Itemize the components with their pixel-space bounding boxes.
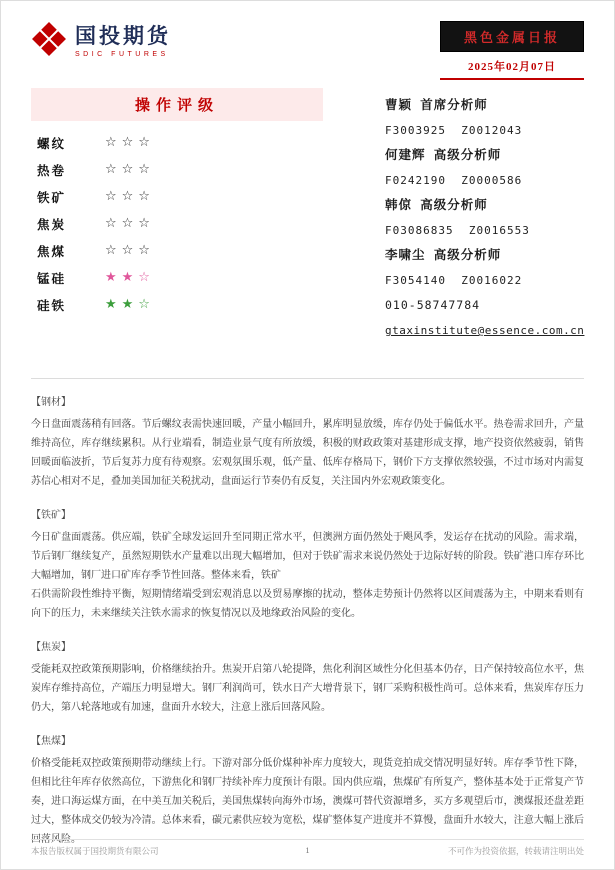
rating-row [31, 156, 323, 183]
rating-row [31, 237, 323, 264]
top-grid [1, 80, 614, 372]
analyst-codes: F3003925 Z0012043 [385, 124, 523, 137]
analyst-codes: F3054140 Z0016022 [385, 274, 523, 287]
analyst-name: 韩倞 高级分析师 [385, 198, 488, 212]
rating-name: 焦煤 [37, 244, 67, 259]
page-number: 1 [305, 845, 310, 855]
analysts-panel [385, 88, 584, 372]
rating-row [31, 183, 323, 210]
rating-row [31, 291, 323, 318]
section-coke [31, 638, 584, 717]
analyst-codes: F03086835 Z0016553 [385, 224, 530, 237]
section-heading: 【钢材】 [31, 397, 71, 408]
report-date: 2025年02月07日 [440, 52, 584, 80]
contact-email-link[interactable]: gtaxinstitute@essence.com.cn [385, 324, 585, 337]
section-iron-ore [31, 506, 584, 623]
section-steel [31, 393, 584, 491]
company-logo [31, 21, 171, 62]
rating-stars: ☆☆☆ [105, 243, 155, 258]
rating-row [31, 129, 323, 156]
analyst-codes-line [385, 167, 584, 192]
contact-email-line [385, 317, 584, 342]
rating-row [31, 210, 323, 237]
rating-stars: ★★☆ [105, 297, 155, 312]
section-paragraph: 今日矿盘面震荡。供应端，铁矿全球发运回升至同期正常水平，但澳洲方面仍然处于飓风季，发运存在扰动的风险。需求端，节后钢厂继续复产，虽然短期铁水产量难以出现大幅增加，但对于铁矿需求来说仍然处于边际好转的阶段。铁矿港口库存环比大幅增加，钢厂进口矿库存季节性回落。整体来看，铁矿 [31, 532, 584, 581]
diamond-logo-icon [31, 21, 67, 62]
rating-stars: ★★☆ [105, 270, 155, 285]
analyst-name-line [385, 92, 584, 117]
rating-name: 热卷 [37, 163, 67, 178]
rating-stars: ☆☆☆ [105, 189, 155, 204]
report-title-block [440, 21, 584, 80]
analyst-name: 曹颖 首席分析师 [385, 98, 488, 112]
section-paragraph: 价格受能耗双控政策预期带动继续上行。下游对部分低价煤种补库力度较大，现货竞拍成交情况明显好转。库存季节性下降，但相比往年库存依然高位，下游焦化和钢厂持续补库力度预计有限。国内供应端，焦煤矿有所复产，整体基本处于正常复产节奏，进口海运煤方面，在中美互加关税后，美国焦煤转向海外市场，澳煤可替代资源增多，买方多观望后市，澳煤报还盘差距过大，整体成交仍较为冷清。总体来看，碳元素供应较为宽松，煤矿整体复产进度并不算慢，盘面升水较大，注意大幅上涨后回落风险。 [31, 758, 584, 845]
footer-disclaimer: 不可作为投资依据，转载请注明出处 [447, 846, 584, 856]
analyst-name: 何建辉 高级分析师 [385, 148, 502, 162]
section-coking-coal [31, 732, 584, 849]
analyst-codes-line [385, 267, 584, 292]
ratings-title: 操作评级 [31, 88, 323, 121]
footer-copyright: 本报告版权属于国投期货有限公司 [31, 846, 159, 856]
analyst-codes-line [385, 217, 584, 242]
report-title: 黑色金属日报 [440, 21, 584, 52]
rating-name: 锰硅 [37, 271, 67, 286]
page-footer [31, 839, 584, 857]
section-paragraph: 今日盘面震荡稍有回落。节后螺纹表需快速回暖，产量小幅回升，累库明显放缓，库存仍处于偏低水平。热卷需求回升，产量维持高位，库存继续累积。从行业端看，制造业景气度有所放缓，积极的财政政策对基建形成支撑，地产投资依然疲弱，销售回暖面临波折，节后复苏力度有待观察。宏观氛围乐观，低产量、低库存格局下，钢价下方支撑依然较强，不过市场对内需复苏信心相对不足，叠加美国加征关税扰动，盘面运行节奏仍有反复，关注国内外宏观政策变化。 [31, 419, 584, 487]
rating-stars: ☆☆☆ [105, 216, 155, 231]
rating-name: 硅铁 [37, 298, 67, 313]
section-heading: 【焦炭】 [31, 642, 71, 653]
logo-name-en: SDIC FUTURES [75, 50, 169, 58]
report-body [31, 378, 584, 849]
section-paragraph: 受能耗双控政策预期影响，价格继续抬升。焦炭开启第八轮提降，焦化利润区域性分化但基本仍存，日产保持较高位水平，焦炭库存维持高位，产端压力明显增大。钢厂利润尚可，铁水日产大增背景下，钢厂采购积极性尚可。总体来看，焦炭库存压力仍大，第八轮落地或有加速，盘面升水较大，注意上涨后回落风险。 [31, 664, 584, 713]
rating-stars: ☆☆☆ [105, 162, 155, 177]
rating-name: 铁矿 [37, 190, 67, 205]
section-heading: 【铁矿】 [31, 510, 71, 521]
analyst-codes-line [385, 117, 584, 142]
report-header [1, 1, 614, 80]
analyst-name-line [385, 242, 584, 267]
logo-text [75, 23, 171, 58]
logo-name-cn: 国投期货 [75, 23, 171, 48]
analyst-codes: F0242190 Z0000586 [385, 174, 523, 187]
contact-phone-line [385, 292, 584, 317]
ratings-panel [31, 88, 323, 372]
rating-name: 螺纹 [37, 136, 67, 151]
section-heading: 【焦煤】 [31, 736, 71, 747]
analyst-name-line [385, 142, 584, 167]
contact-phone: 010-58747784 [385, 298, 481, 312]
section-paragraph: 石供需阶段性维持平衡，短期情绪端受到宏观消息以及贸易摩擦的扰动，整体走势预计仍然将以区间震荡为主，中期来看则有向下的压力，未来继续关注铁水需求的恢复情况以及地缘政治风险的变化。 [31, 589, 584, 619]
rating-name: 焦炭 [37, 217, 67, 232]
rating-row [31, 264, 323, 291]
analyst-name: 李啸尘 高级分析师 [385, 248, 502, 262]
rating-stars: ☆☆☆ [105, 135, 155, 150]
analyst-name-line [385, 192, 584, 217]
